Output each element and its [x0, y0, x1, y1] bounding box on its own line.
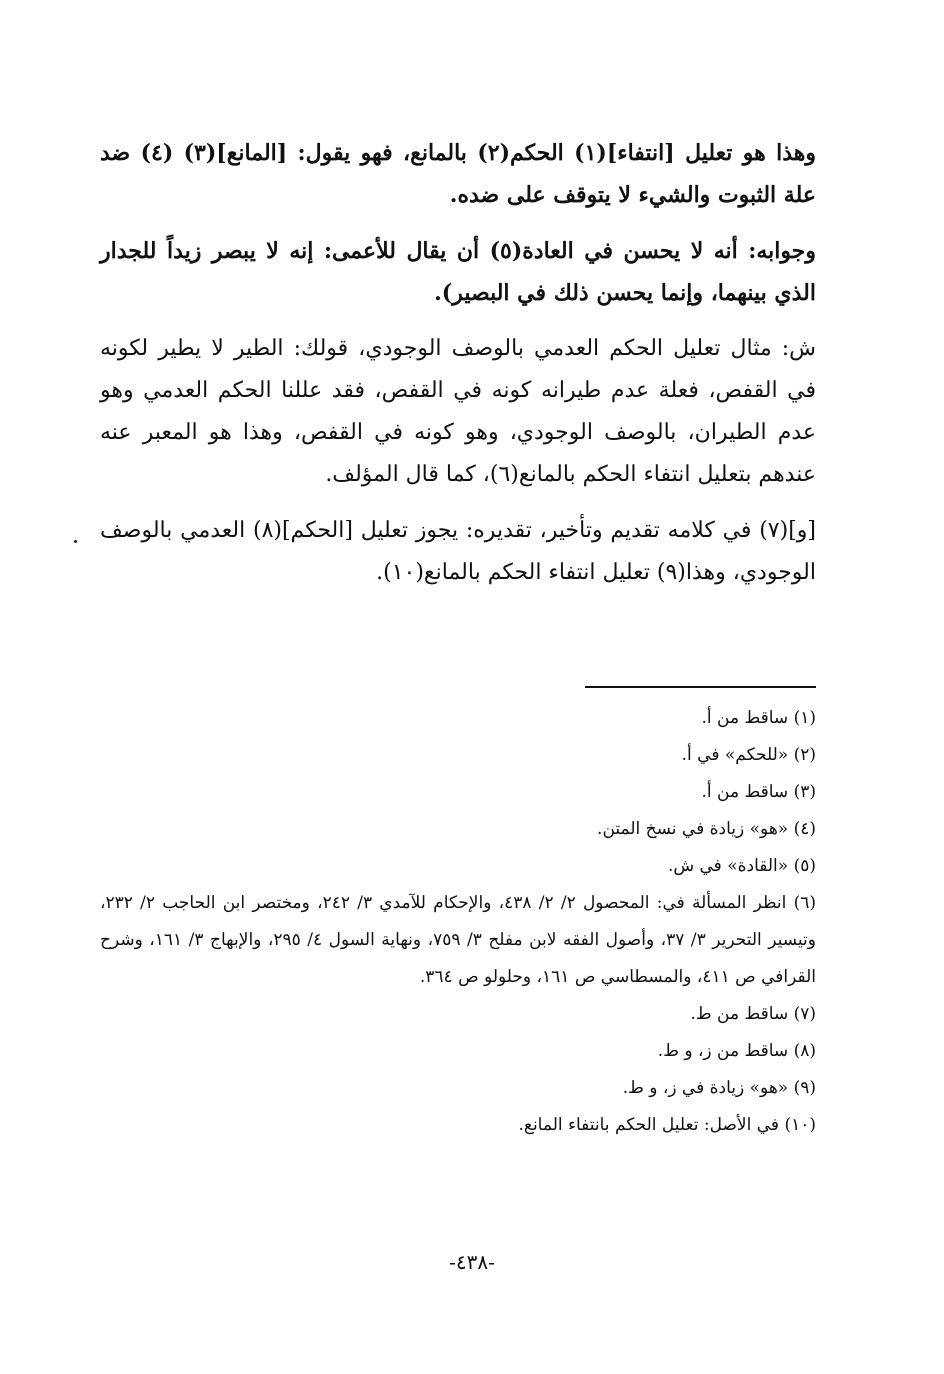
footnote-8: (٨) ساقط من ز، و ط.: [657, 1041, 816, 1061]
footnote-6: (٦) انظر المسألة في: المحصول ٢/ ٢/ ٤٣٨، والإحكام للآمدي ٣/ ٢٤٢، ومختصر ابن الحاجب ٢/ ٢٣٢، وتيسير التحرير ٣/ ٣٧، وأصول الفقه لابن مفلح ٣/ ٧٥٩، ونهاية السول ٤/ ٢٩٥، والإبهاج ٣/ ١٦١، وشرح القرافي ص ٤١١، والمسطاسي ص ١٦١، وحلولو ص ٣٦٤.: [100, 893, 816, 987]
footnote-5: (٥) «القادة» في ش.: [667, 856, 816, 876]
paragraph-3: ش: مثال تعليل الحكم العدمي بالوصف الوجودي، قولك: الطير لا يطير لكونه في القفص، فعلة عدم طيرانه كونه في القفص، فقد عللنا الحكم العدمي وهو عدم الطيران، بالوصف الوجودي، وهو كونه في القفص، وهذا هو المعبر عنه عندهم بتعليل انتفاء الحكم بالمانع(٦)، كما قال المؤلف.: [100, 336, 816, 487]
footnote-10: (١٠) في الأصل: تعليل الحكم بانتفاء المانع.: [518, 1115, 816, 1135]
page-number: -٤٣٨-: [449, 1250, 495, 1274]
footnote-2: (٢) «للحكم» في أ.: [681, 745, 816, 765]
main-text: [100, 132, 816, 608]
footnotes-list: [100, 700, 816, 1144]
footnote-divider: [585, 686, 816, 688]
paragraph-1: وهذا هو تعليل [انتفاء](١) الحكم(٢) بالمانع، فهو يقول: [المانع](٣) (٤) ضد علة الثبوت والشيء لا يتوقف على ضده.: [100, 140, 816, 208]
footnote-1: (١) ساقط من أ.: [701, 708, 816, 728]
paragraph-2: وجوابه: أنه لا يحسن في العادة(٥) أن يقال للأعمى: إنه لا يبصر زيداً للجدار الذي بينهما، وإنما يحسن ذلك في البصير).: [100, 238, 816, 306]
footnote-7: (٧) ساقط من ط.: [690, 1004, 816, 1024]
paragraph-4: [و](٧) في كلامه تقديم وتأخير، تقديره: يجوز تعليل [الحكم](٨) العدمي بالوصف الوجودي، وهذا(٩) تعليل انتفاء الحكم بالمانع(١٠).: [100, 518, 816, 585]
footnote-3: (٣) ساقط من أ.: [701, 782, 816, 802]
footnote-9: (٩) «هو» زيادة في ز، و ط.: [622, 1078, 816, 1098]
footnote-4: (٤) «هو» زيادة في نسخ المتن.: [597, 819, 816, 839]
stray-mark: [74, 540, 77, 543]
